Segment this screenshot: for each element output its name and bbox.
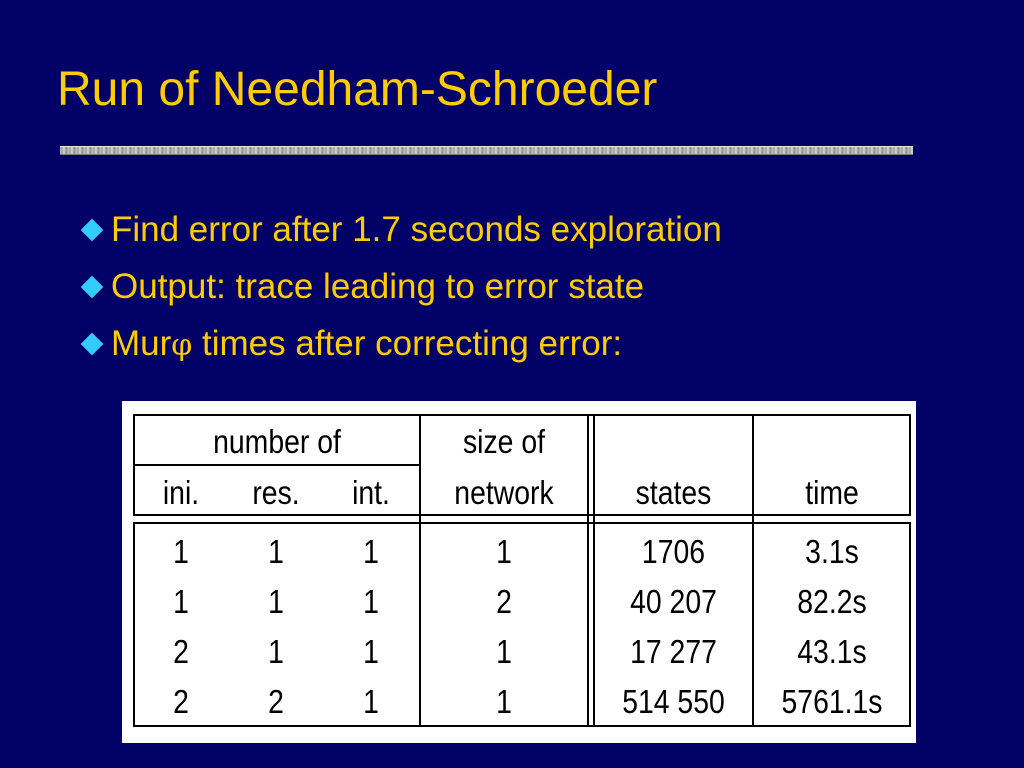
header-number-of: number of <box>213 423 341 460</box>
cell-ini: 1 <box>173 533 189 570</box>
cell-res: 1 <box>268 633 284 670</box>
header-ini: ini. <box>162 474 200 511</box>
cell-ini: 2 <box>173 683 189 720</box>
cell-network: 1 <box>496 533 512 570</box>
bullet-text: Output: trace leading to error state <box>111 267 645 306</box>
column-separator <box>593 415 595 726</box>
bullet-item <box>78 208 722 265</box>
cell-network: 2 <box>496 583 512 620</box>
cell-res: 1 <box>268 533 284 570</box>
cell-time: 82.2s <box>797 583 867 620</box>
bullet-text-prefix: Mur <box>111 324 172 363</box>
header-int: int. <box>352 474 390 511</box>
cell-time: 43.1s <box>797 633 867 670</box>
cell-network: 1 <box>496 633 512 670</box>
title-divider <box>60 146 913 155</box>
cell-int: 1 <box>363 533 379 570</box>
bullet-item <box>78 322 722 379</box>
header-network: network <box>454 474 554 511</box>
cell-ini: 1 <box>173 583 189 620</box>
column-separator <box>419 415 421 726</box>
cell-int: 1 <box>363 633 379 670</box>
cell-states: 17 277 <box>630 633 717 670</box>
header-states: states <box>635 474 712 511</box>
bullet-text: Find error after 1.7 seconds exploration <box>111 210 722 249</box>
cell-res: 1 <box>268 583 284 620</box>
bullet-item <box>78 265 722 322</box>
cell-res: 2 <box>268 683 284 720</box>
cell-int: 1 <box>363 683 379 720</box>
results-table <box>122 401 916 743</box>
bullet-list <box>78 208 722 379</box>
bullet-text-suffix: times after correcting error: <box>192 324 623 363</box>
cell-time: 5761.1s <box>781 683 883 720</box>
cell-states: 40 207 <box>630 583 717 620</box>
diamond-bullet-icon <box>81 276 104 299</box>
cell-ini: 2 <box>173 633 189 670</box>
number-of-underline <box>134 464 420 466</box>
cell-network: 1 <box>496 683 512 720</box>
header-res: res. <box>252 474 300 511</box>
cell-int: 1 <box>363 583 379 620</box>
phi-symbol: φ <box>171 328 193 363</box>
column-separator <box>752 415 754 726</box>
cell-states: 514 550 <box>622 683 725 720</box>
cell-time: 3.1s <box>805 533 859 570</box>
header-size-of: size of <box>462 423 546 460</box>
cell-states: 1706 <box>641 533 706 570</box>
diamond-bullet-icon <box>81 219 104 242</box>
column-separator <box>587 415 589 726</box>
header-time: time <box>805 474 859 511</box>
slide-title: Run of Needham-Schroeder <box>57 63 658 116</box>
diamond-bullet-icon <box>81 333 104 356</box>
